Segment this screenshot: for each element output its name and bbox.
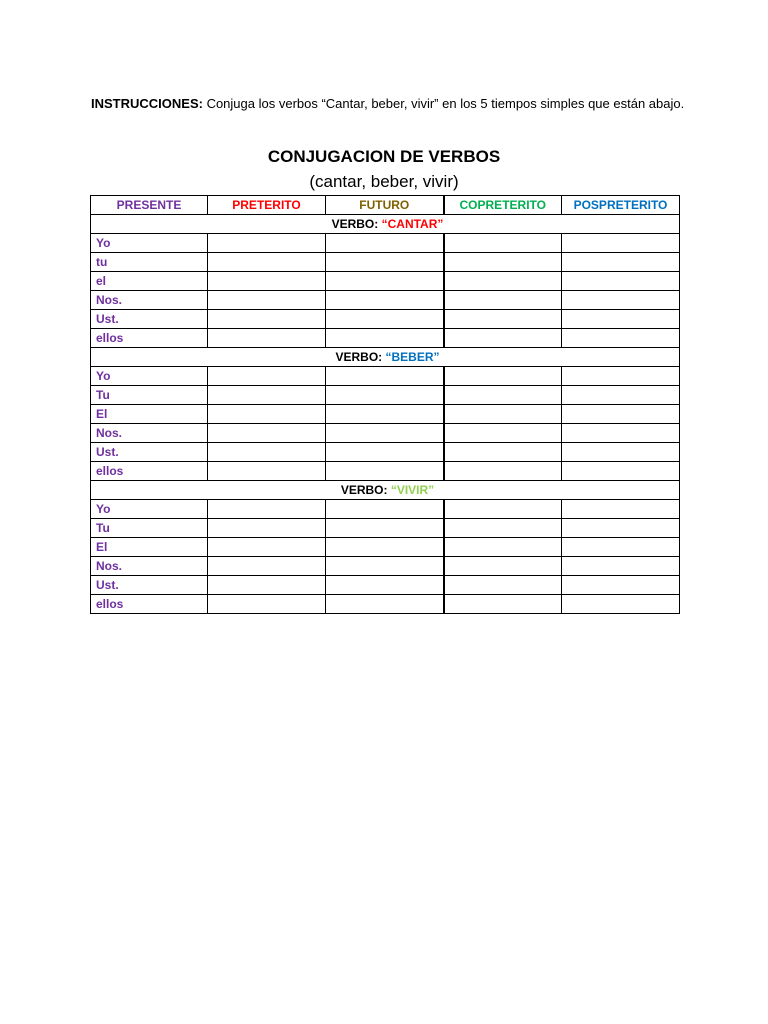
answer-cell[interactable] xyxy=(208,519,326,538)
answer-cell[interactable] xyxy=(326,538,444,557)
answer-cell[interactable] xyxy=(208,310,326,329)
answer-cell[interactable] xyxy=(562,310,680,329)
answer-cell[interactable] xyxy=(562,557,680,576)
pronoun-cell: ellos xyxy=(91,329,208,348)
answer-cell[interactable] xyxy=(326,576,444,595)
answer-cell[interactable] xyxy=(208,405,326,424)
pronoun-cell: Tu xyxy=(91,386,208,405)
table-row xyxy=(91,538,680,557)
section-header xyxy=(91,481,680,500)
answer-cell[interactable] xyxy=(562,443,680,462)
answer-cell[interactable] xyxy=(444,386,562,405)
section-prefix: VERBO: xyxy=(340,483,391,497)
answer-cell[interactable] xyxy=(326,272,444,291)
answer-cell[interactable] xyxy=(444,253,562,272)
section-verb: “BEBER” xyxy=(385,350,440,364)
pronoun-cell: El xyxy=(91,405,208,424)
table-row xyxy=(91,519,680,538)
answer-cell[interactable] xyxy=(326,386,444,405)
answer-cell[interactable] xyxy=(562,329,680,348)
answer-cell[interactable] xyxy=(208,291,326,310)
answer-cell[interactable] xyxy=(208,253,326,272)
answer-cell[interactable] xyxy=(562,595,680,614)
answer-cell[interactable] xyxy=(326,557,444,576)
table-row xyxy=(91,310,680,329)
header-row xyxy=(91,196,680,215)
document-title: CONJUGACION DE VERBOS xyxy=(267,147,501,166)
section-header-row xyxy=(91,348,680,367)
instructions-label: INSTRUCCIONES: xyxy=(91,96,203,111)
answer-cell[interactable] xyxy=(562,519,680,538)
table-row xyxy=(91,272,680,291)
pronoun-cell: Nos. xyxy=(91,557,208,576)
table-row xyxy=(91,462,680,481)
pronoun-cell: el xyxy=(91,272,208,291)
pronoun-cell: Yo xyxy=(91,367,208,386)
answer-cell[interactable] xyxy=(326,595,444,614)
pronoun-cell: tu xyxy=(91,253,208,272)
section-prefix: VERBO: xyxy=(331,217,382,231)
answer-cell[interactable] xyxy=(326,519,444,538)
answer-cell[interactable] xyxy=(444,310,562,329)
conjugation-table xyxy=(90,195,680,614)
answer-cell[interactable] xyxy=(326,310,444,329)
answer-cell[interactable] xyxy=(562,500,680,519)
document-subtitle: (cantar, beber, vivir) xyxy=(309,172,459,191)
answer-cell[interactable] xyxy=(444,595,562,614)
answer-cell[interactable] xyxy=(208,576,326,595)
table-row xyxy=(91,595,680,614)
answer-cell[interactable] xyxy=(326,462,444,481)
table-body xyxy=(91,215,680,614)
answer-cell[interactable] xyxy=(562,538,680,557)
answer-cell[interactable] xyxy=(208,329,326,348)
table-row xyxy=(91,253,680,272)
answer-cell[interactable] xyxy=(562,424,680,443)
answer-cell[interactable] xyxy=(326,500,444,519)
table-row xyxy=(91,367,680,386)
table-row xyxy=(91,405,680,424)
answer-cell[interactable] xyxy=(208,272,326,291)
table-row xyxy=(91,443,680,462)
answer-cell[interactable] xyxy=(208,424,326,443)
answer-cell[interactable] xyxy=(562,253,680,272)
answer-cell[interactable] xyxy=(208,462,326,481)
answer-cell[interactable] xyxy=(444,538,562,557)
answer-cell[interactable] xyxy=(562,386,680,405)
answer-cell[interactable] xyxy=(444,519,562,538)
answer-cell[interactable] xyxy=(444,405,562,424)
instructions xyxy=(91,93,691,114)
pronoun-cell: El xyxy=(91,538,208,557)
answer-cell[interactable] xyxy=(444,234,562,253)
answer-cell[interactable] xyxy=(444,272,562,291)
section-header xyxy=(91,348,680,367)
answer-cell[interactable] xyxy=(562,462,680,481)
answer-cell[interactable] xyxy=(326,291,444,310)
answer-cell[interactable] xyxy=(326,405,444,424)
section-header xyxy=(91,215,680,234)
table-row xyxy=(91,424,680,443)
answer-cell[interactable] xyxy=(562,234,680,253)
answer-cell[interactable] xyxy=(562,367,680,386)
table-row xyxy=(91,329,680,348)
answer-cell[interactable] xyxy=(208,538,326,557)
answer-cell[interactable] xyxy=(444,462,562,481)
answer-cell[interactable] xyxy=(326,424,444,443)
answer-cell[interactable] xyxy=(326,253,444,272)
answer-cell[interactable] xyxy=(444,557,562,576)
answer-cell[interactable] xyxy=(208,234,326,253)
answer-cell[interactable] xyxy=(208,500,326,519)
answer-cell[interactable] xyxy=(444,291,562,310)
answer-cell[interactable] xyxy=(562,291,680,310)
answer-cell[interactable] xyxy=(562,405,680,424)
instructions-text: Conjuga los verbos “Cantar, beber, vivir” en los 5 tiempos simples que están abajo. xyxy=(202,96,685,111)
answer-cell[interactable] xyxy=(208,557,326,576)
pronoun-cell: Ust. xyxy=(91,443,208,462)
header-pospreterito: POSPRETERITO xyxy=(562,196,680,215)
pronoun-cell: Ust. xyxy=(91,310,208,329)
section-header-row xyxy=(91,481,680,500)
answer-cell[interactable] xyxy=(444,424,562,443)
answer-cell[interactable] xyxy=(208,386,326,405)
header-preterito: PRETERITO xyxy=(208,196,326,215)
pronoun-cell: Ust. xyxy=(91,576,208,595)
header-futuro: FUTURO xyxy=(326,196,444,215)
section-verb: “CANTAR” xyxy=(381,217,444,231)
answer-cell[interactable] xyxy=(444,443,562,462)
answer-cell[interactable] xyxy=(326,367,444,386)
pronoun-cell: Nos. xyxy=(91,424,208,443)
pronoun-cell: ellos xyxy=(91,595,208,614)
pronoun-cell: ellos xyxy=(91,462,208,481)
answer-cell[interactable] xyxy=(208,443,326,462)
table-row xyxy=(91,386,680,405)
section-verb: “VIVIR” xyxy=(390,483,435,497)
pronoun-cell: Yo xyxy=(91,500,208,519)
table-row xyxy=(91,500,680,519)
table-row xyxy=(91,291,680,310)
pronoun-cell: Tu xyxy=(91,519,208,538)
answer-cell[interactable] xyxy=(562,272,680,291)
answer-cell[interactable] xyxy=(444,329,562,348)
answer-cell[interactable] xyxy=(326,234,444,253)
answer-cell[interactable] xyxy=(444,500,562,519)
table-row xyxy=(91,234,680,253)
pronoun-cell: Nos. xyxy=(91,291,208,310)
answer-cell[interactable] xyxy=(208,367,326,386)
section-prefix: VERBO: xyxy=(335,350,386,364)
answer-cell[interactable] xyxy=(444,367,562,386)
answer-cell[interactable] xyxy=(208,595,326,614)
header-copreterito: COPRETERITO xyxy=(444,196,562,215)
answer-cell[interactable] xyxy=(444,576,562,595)
answer-cell[interactable] xyxy=(562,576,680,595)
answer-cell[interactable] xyxy=(326,443,444,462)
table-row xyxy=(91,557,680,576)
header-presente: PRESENTE xyxy=(91,196,208,215)
pronoun-cell: Yo xyxy=(91,234,208,253)
table-row xyxy=(91,576,680,595)
section-header-row xyxy=(91,215,680,234)
answer-cell[interactable] xyxy=(326,329,444,348)
